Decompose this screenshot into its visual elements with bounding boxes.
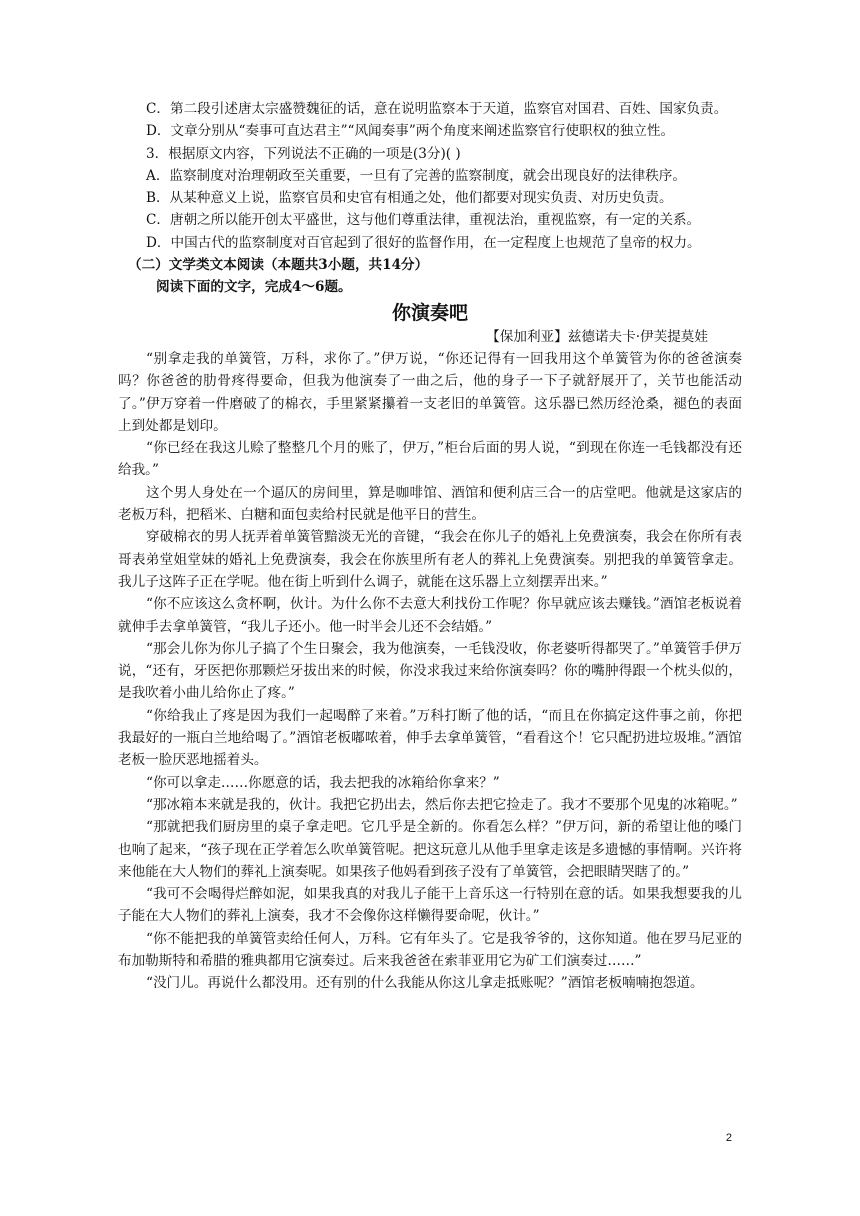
story-title: 你演奏吧 xyxy=(391,301,468,324)
story-paragraph: “你不能把我的单簧管卖给任何人，万科。它有年头了。它是我爷爷的，这你知道。他在罗马尼亚的布加勒斯特和希腊的雅典都用它演奏过。后来我爸爸在索菲亚用它为矿工们演奏过……” xyxy=(118,930,742,969)
question-3-stem: 3．根据原文内容，下列说法不正确的一项是(3分)( ) xyxy=(146,145,461,162)
option-c-prev: C．第二段引述唐太宗盛赞魏征的话，意在说明监察本于天道，监察官对国君、百姓、国家负责。 xyxy=(146,101,728,117)
page-content xyxy=(118,98,742,995)
story-paragraph: “那会儿你为你儿子搞了个生日聚会，我为他演奏，一毛钱没收，你老婆听得都哭了。”单簧管手伊万说，“还有，牙医把你那颗烂牙拔出来的时候，你没求我过来给你演奏吗？你的嘴肿得跟一个枕头似的，是我吹着小曲儿给你止了疼。” xyxy=(118,640,742,702)
story-paragraph: 穿破棉衣的男人抚弄着单簧管黯淡无光的音键，“我会在你儿子的婚礼上免费演奏，我会在你所有表哥表弟堂姐堂妹的婚礼上免费演奏，我会在你族里所有老人的葬礼上免费演奏。别把我的单簧管拿走。我儿子这阵子正在学呢。他在街上听到什么调子，就能在这乐器上立刻摆弄出来。” xyxy=(118,529,742,590)
q3-option-a: A．监察制度对治理朝政至关重要，一旦有了完善的监察制度，就会出现良好的法律秩序。 xyxy=(146,167,686,184)
story-paragraph: 这个男人身处在一个逼仄的房间里，算是咖啡馆、酒馆和便利店三合一的店堂吧。他就是这家店的老板万科，把稻米、白糖和面包卖给村民就是他平日的营生。 xyxy=(118,484,742,524)
story-paragraph: “你不应该这么贪杯啊，伙计。为什么你不去意大利找份工作呢？你早就应该去赚钱。”酒馆老板说着就伸手去拿单簧管，“我儿子还小。他一时半会儿还不会结婚。” xyxy=(118,596,742,635)
story-paragraph: “我可不会喝得烂醉如泥，如果我真的对我儿子能干上音乐这一行特别在意的话。如果我想要我的儿子能在大人物们的葬礼上演奏，我才不会像你这样懒得要命呢，伙计。” xyxy=(118,886,742,925)
story-paragraph: “你给我止了疼是因为我们一起喝醉了来着。”万科打断了他的话，“而且在你搞定这件事之前，你把我最好的一瓶白兰地给喝了。”酒馆老板嘟哝着，伸手去拿单簧管，“看看这个！它只配扔进垃圾堆。”酒馆老板一脸厌恶地摇着头。 xyxy=(118,707,742,769)
section-instruction: 阅读下面的文字，完成4～6题。 xyxy=(156,279,352,296)
story-paragraph: “别拿走我的单簧管，万科，求你了。”伊万说，“你还记得有一回我用这个单簧管为你的爸爸演奏吗？你爸爸的肋骨疼得要命，但我为他演奏了一曲之后，他的身子一下子就舒展开了，关节也能活动了。”伊万穿着一件磨破了的棉衣，手里紧紧攥着一支老旧的单簧管。这乐器已然历经沧桑，褪色的表面上到处都是划印。 xyxy=(118,350,742,434)
option-d-prev: D．文章分别从“奏事可直达君主”“风闻奏事”两个角度来阐述监察官行使职权的独立性。 xyxy=(146,123,675,140)
q3-option-b: B．从某种意义上说，监察官员和史官有相通之处，他们都要对现实负责、对历史负责。 xyxy=(146,190,673,207)
q3-option-c: C．唐朝之所以能开创太平盛世，这与他们尊重法律，重视法治，重视监察，有一定的关系。 xyxy=(146,212,701,229)
story-author: 【保加利亚】兹德诺夫卡·伊芙提莫娃 xyxy=(486,328,708,345)
story-paragraph: “没门儿。再说什么都没用。还有别的什么我能从你这儿拿走抵账呢？”酒馆老板喃喃抱怨道。 xyxy=(146,975,704,992)
story-paragraph: “你可以拿走……你愿意的话，我去把我的冰箱给你拿来？” xyxy=(146,774,500,791)
story-paragraph: “你已经在我这儿赊了整整几个月的账了，伊万，”柜台后面的男人说，“到现在你连一毛钱都没有还给我。” xyxy=(118,440,742,479)
page-number: 2 xyxy=(725,1132,732,1144)
story-paragraph: “那就把我们厨房里的桌子拿走吧。它几乎是全新的。你看怎么样？”伊万问，新的希望让他的嗓门也响了起来，“孩子现在正学着怎么吹单簧管呢。把这玩意儿从他手里拿走该是多遗憾的事情啊。兴许将来他能在大人物们的葬礼上演奏呢。如果孩子他妈看到孩子没有了单簧管，会把眼睛哭瞎了的。” xyxy=(118,819,742,880)
section-heading: （二）文学类文本阅读（本题共3小题，共14分） xyxy=(128,257,429,274)
q3-option-d: D．中国古代的监察制度对百官起到了很好的监督作用，在一定程度上也规范了皇帝的权力。 xyxy=(146,234,701,251)
story-paragraph: “那冰箱本来就是我的，伙计。我把它扔出去，然后你去把它捡走了。我才不要那个见鬼的冰箱呢。” xyxy=(146,796,738,813)
